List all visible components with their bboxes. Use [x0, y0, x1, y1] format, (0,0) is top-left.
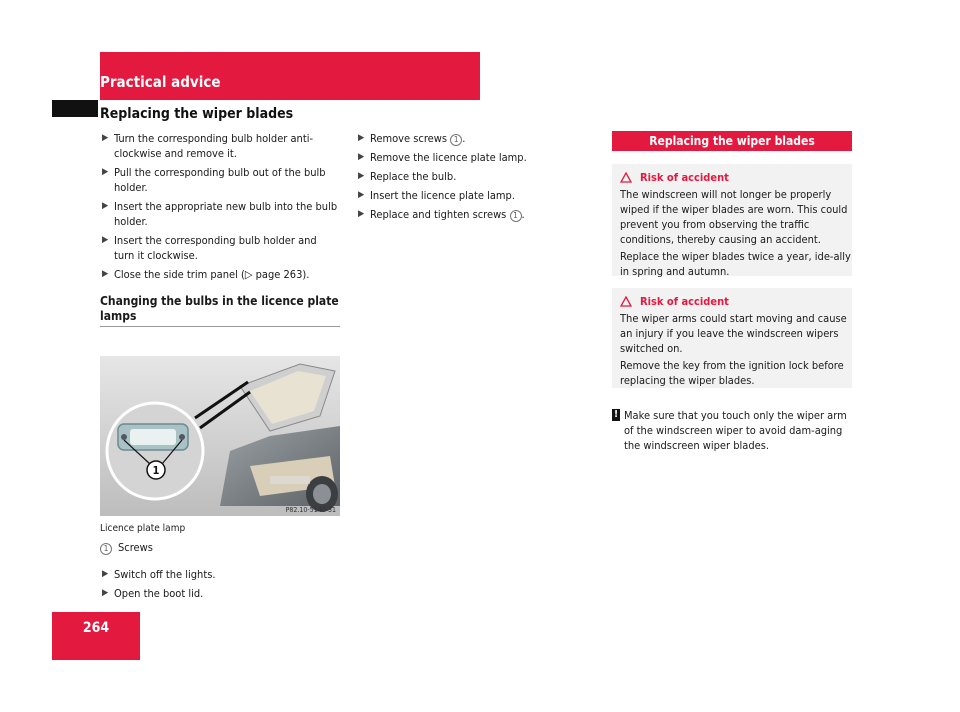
- page-tab-marker: [52, 100, 98, 117]
- figure-legend: [100, 541, 153, 555]
- step-item: ▶ Replace and tighten screws 1 .: [358, 208, 525, 221]
- step-item: ▶ Remove the licence plate lamp.: [358, 151, 527, 164]
- legend-text: Screws: [118, 541, 153, 554]
- step-item: ▶ Insert the appropriate new bulb into the bulb holder.: [102, 200, 338, 228]
- legend-number: 1: [100, 543, 112, 555]
- figure-caption: Licence plate lamp: [100, 523, 186, 534]
- step-item: ▶ Pull the corresponding bulb out of the bulb holder.: [102, 166, 326, 194]
- step-item: ▶ Close the side trim panel (▷ page 263).: [102, 268, 310, 281]
- warning-triangle-icon: [620, 172, 632, 183]
- warning-triangle-icon: [620, 296, 632, 307]
- warning-box: [612, 164, 852, 276]
- right-triangle-icon: ▶: [102, 235, 109, 245]
- step-item: ▶ Switch off the lights.: [102, 568, 216, 581]
- step-item: ▶ Turn the corresponding bulb holder anti-clockwise and remove it.: [102, 132, 314, 160]
- warning-title: Risk of accident: [640, 295, 729, 308]
- column-2: [356, 131, 556, 226]
- section-title: Practical advice: [100, 73, 221, 91]
- column-1: [100, 131, 340, 327]
- page-number: 264: [82, 620, 110, 636]
- licence-plate-lamp-photo: [100, 356, 340, 516]
- right-triangle-icon: ▶: [358, 133, 365, 143]
- callout-1: 1: [152, 464, 160, 477]
- right-triangle-icon: ▶: [358, 152, 365, 162]
- right-triangle-icon: ▶: [102, 201, 109, 211]
- exclamation-icon: !: [613, 409, 619, 420]
- right-triangle-icon: ▶: [358, 190, 365, 200]
- right-triangle-icon: ▶: [102, 133, 109, 143]
- car-boot-illustration: [100, 356, 340, 516]
- right-triangle-icon: ▶: [102, 588, 109, 598]
- page-subtitle: Replacing the wiper blades: [100, 106, 294, 122]
- step-item: ▶ Remove screws 1 .: [358, 132, 466, 145]
- warning-text: Remove the key from the ignition lock before replacing the wiper blades.: [620, 359, 844, 387]
- sub-heading: Changing the bulbs in the licence plate lamps: [100, 294, 340, 327]
- steps-bottom: [100, 567, 340, 605]
- warning-text: Replace the wiper blades twice a year, ide-ally in spring and autumn.: [620, 250, 851, 278]
- right-triangle-icon: ▶: [102, 269, 109, 279]
- page-number-box: [52, 612, 140, 660]
- wiper-section-title: Replacing the wiper blades: [649, 134, 815, 148]
- step-item: ▶ Insert the licence plate lamp.: [358, 189, 515, 202]
- note-text: Make sure that you touch only the wiper arm of the windscreen wiper to avoid dam-aging the windscreen wiper blades.: [624, 409, 847, 452]
- callout-number: 1: [450, 134, 462, 146]
- note: [612, 408, 858, 453]
- warning-title: Risk of accident: [640, 171, 729, 184]
- step-item: ▶ Open the boot lid.: [102, 587, 204, 600]
- right-triangle-icon: ▶: [358, 171, 365, 181]
- right-triangle-icon: ▶: [102, 569, 109, 579]
- step-item: ▶ Insert the corresponding bulb holder and turn it clockwise.: [102, 234, 317, 262]
- figure-code: P82.10-5140-31: [285, 506, 336, 514]
- right-triangle-icon: ▶: [102, 167, 109, 177]
- warning-text: The wiper arms could start moving and cause an injury if you leave the windscreen wipers switched on.: [620, 312, 847, 355]
- callout-number: 1: [510, 210, 522, 222]
- step-item: ▶ Replace the bulb.: [358, 170, 457, 183]
- warning-box: [612, 288, 852, 388]
- right-triangle-icon: ▶: [358, 209, 365, 219]
- warning-text: The windscreen will not longer be properly wiped if the wiper blades are worn. This could prevent you from observing the traffic conditions, thereby causing an accident.: [620, 188, 848, 246]
- wiper-section-title-bar: [612, 131, 852, 151]
